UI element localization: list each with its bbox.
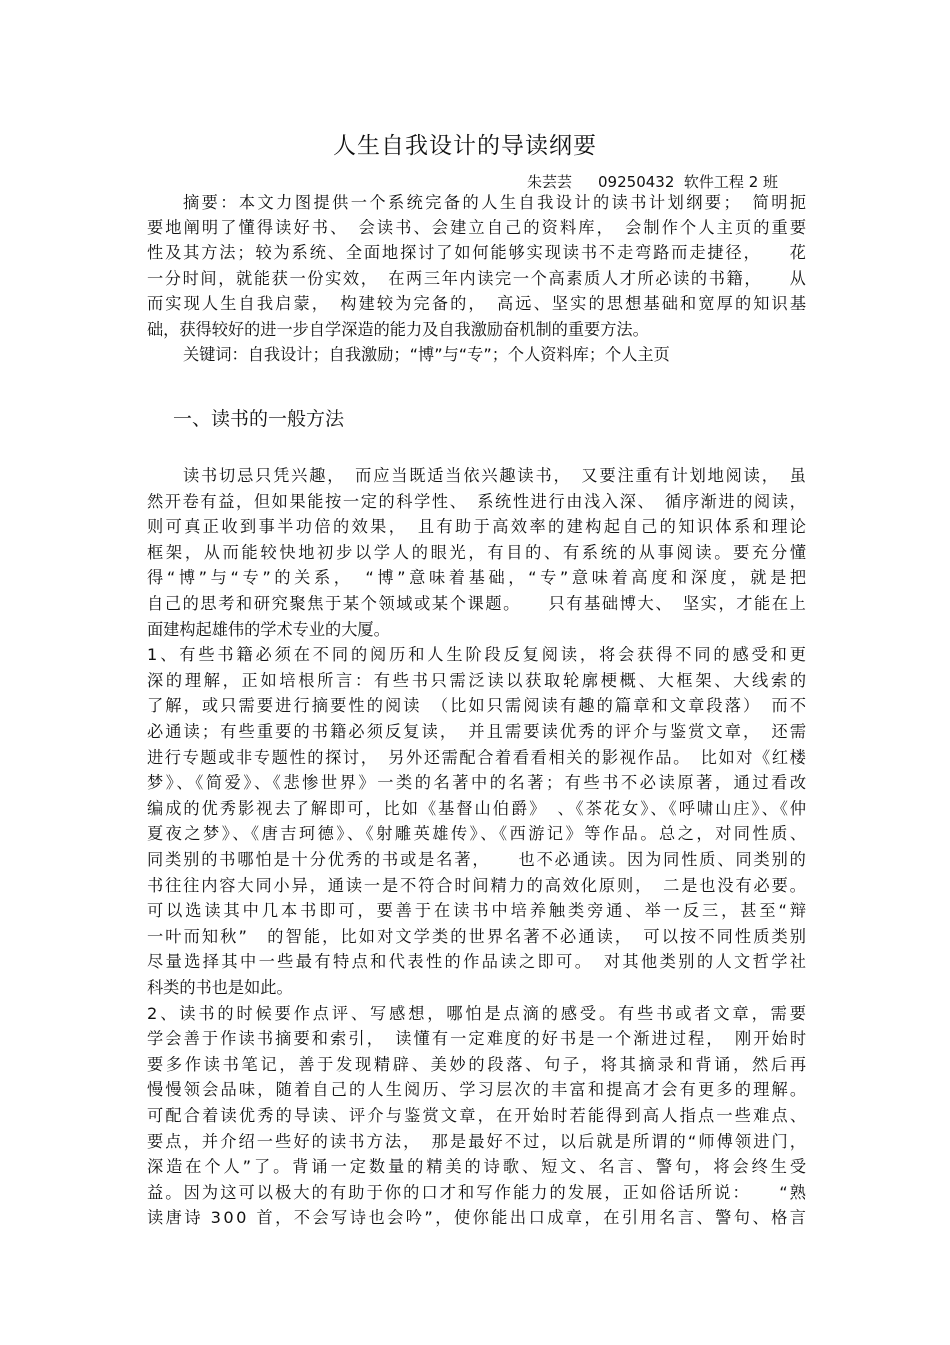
- body-line: 要多作读书笔记，善于发现精辟、美妙的段落、句子，将其摘录和背诵，然后再: [147, 1055, 809, 1074]
- class-name: 软件工程 2 班: [683, 173, 779, 191]
- abstract-line: 摘要：本文力图提供一个系统完备的人生自我设计的读书计划纲要； 简明扼: [183, 193, 809, 212]
- body-line: 2、读书的时候要作点评、写感想，哪怕是点滴的感受。有些书或者文章，需要: [147, 1004, 809, 1023]
- body-line: 面建构起雄伟的学术专业的大厦。: [147, 620, 390, 639]
- body-line: 框架，从而能较快地初步以学人的眼光，有目的、有系统的从事阅读。要充分懂: [147, 543, 809, 562]
- body-line: 可配合着读优秀的导读、评介与鉴赏文章，在开始时若能得到高人指点一些难点、: [147, 1106, 809, 1125]
- body-line: 读书切忌只凭兴趣， 而应当既适当依兴趣读书， 又要注重有计划地阅读， 虽: [183, 466, 808, 485]
- abstract-line: 础，获得较好的进一步自学深造的能力及自我激励奋机制的重要方法。: [147, 320, 649, 339]
- body-line: 一叶而知秋” 的智能，比如对文学类的世界名著不必通读， 可以按不同性质类别: [147, 927, 809, 946]
- body-line: 自己的思考和研究聚焦于某个领域或某个课题。 只有基础博大、 坚实，才能在上: [147, 594, 808, 613]
- body-line: 然开卷有益，但如果能按一定的科学性、 系统性进行由浅入深、 循序渐进的阅读，: [147, 492, 808, 511]
- body-line: 梦》、《简爱》、《悲惨世界》一类的名著中的名著；有些书不必读原著，通过看改: [147, 773, 809, 792]
- body-line: 深的理解，正如培根所言：有些书只需泛读以获取轮廓梗概、大框架、大线索的: [147, 671, 809, 690]
- body-line: 必通读；有些重要的书籍必须反复读， 并且需要读优秀的评介与鉴赏文章， 还需: [147, 722, 809, 741]
- body-line: 学会善于作读书摘要和索引， 读懂有一定难度的好书是一个渐进过程， 刚开始时: [147, 1029, 809, 1048]
- body-line: 益。因为这可以极大的有助于你的口才和写作能力的发展，正如俗话所说： “熟: [147, 1183, 809, 1202]
- abstract-line: 性及其方法；较为系统、全面地探讨了如何能够实现读书不走弯路而走捷径， 花: [147, 243, 808, 262]
- student-id: 09250432: [598, 173, 675, 191]
- abstract-line: 而实现人生自我启蒙， 构建较为完备的， 高远、坚实的思想基础和宽厚的知识基: [147, 294, 809, 313]
- body-line: 慢慢领会品味，随着自己的人生阅历、学习层次的丰富和提高才会有更多的理解。: [147, 1080, 809, 1099]
- body-line: 1、有些书籍必须在不同的阅历和人生阶段反复阅读，将会获得不同的感受和更: [147, 645, 809, 664]
- body-line: 读唐诗 300 首，不会写诗也会吟”，使你能出口成章，在引用名言、警句、格言: [147, 1208, 809, 1227]
- abstract-line: 要地阐明了懂得读好书、 会读书、会建立自己的资料库， 会制作个人主页的重要: [147, 218, 809, 237]
- author-name: 朱芸芸: [527, 173, 573, 191]
- section-heading: 一、读书的一般方法: [173, 408, 345, 430]
- body-line: 夏夜之梦》、《唐吉珂德》、《射雕英雄传》、《西游记》等作品。总之，对同性质、: [147, 824, 809, 843]
- body-line: 科类的书也是如此。: [147, 978, 293, 997]
- document-title: 人生自我设计的导读纲要: [333, 133, 597, 159]
- abstract-line: 一分时间，就能获一份实效， 在两三年内读完一个高素质人才所必读的书籍， 从: [147, 269, 808, 288]
- body-line: 编成的优秀影视去了解即可，比如《基督山伯爵》 、《茶花女》、《呼啸山庄》、《仲: [147, 799, 809, 818]
- body-line: 了解，或只需要进行摘要性的阅读 （比如只需阅读有趣的篇章和文章段落） 而不: [147, 696, 809, 715]
- body-line: 同类别的书哪怕是十分优秀的书或是名著， 也不必通读。因为同性质、同类别的: [147, 850, 808, 869]
- body-line: 得“博”与“专”的关系， “博”意味着基础，“专”意味着高度和深度，就是把: [147, 568, 810, 587]
- body-line: 进行专题或非专题性的探讨， 另外还需配合着看看相关的影视作品。 比如对《红楼: [147, 748, 808, 767]
- abstract-line: 关键词：自我设计；自我激励；“博”与“专”；个人资料库；个人主页: [183, 345, 670, 364]
- author-line: [527, 171, 778, 192]
- body-line: 则可真正收到事半功倍的效果， 且有助于高效率的建构起自己的知识体系和理论: [147, 517, 809, 536]
- body-line: 书往往内容大同小异，通读一是不符合时间精力的高效化原则， 二是也没有必要。: [147, 876, 808, 895]
- body-line: 深造在个人”了。背诵一定数量的精美的诗歌、短文、名言、警句，将会终生受: [147, 1157, 810, 1176]
- body-line: 可以选读其中几本书即可，要善于在读书中培养触类旁通、举一反三，甚至“辩: [147, 901, 810, 920]
- body-line: 要点，并介绍一些好的读书方法， 那是最好不过，以后就是所谓的“师傅领进门，: [147, 1132, 809, 1151]
- body-line: 尽量选择其中一些最有特点和代表性的作品读之即可。 对其他类别的人文哲学社: [147, 952, 809, 971]
